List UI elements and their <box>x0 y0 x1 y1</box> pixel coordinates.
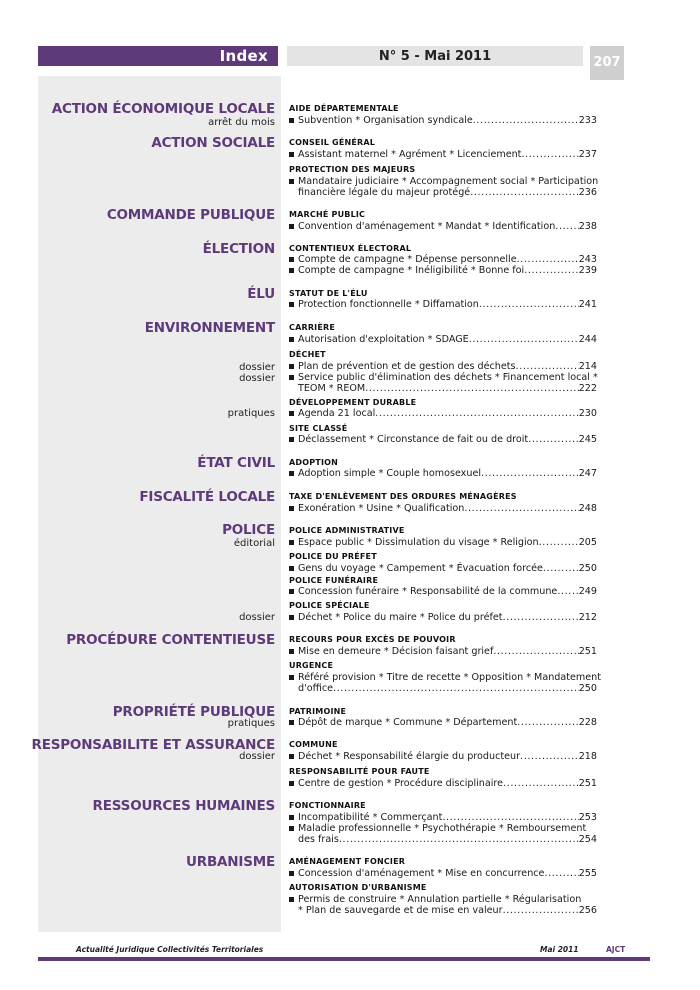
index-entry <box>289 372 597 394</box>
topic-heading: CONSEIL GÉNÉRAL <box>289 138 376 147</box>
entry-text: Mandataire judiciaire * Accompagnement social * Participation <box>298 176 599 187</box>
index-entry <box>289 586 597 597</box>
topic-heading: FONCTIONNAIRE <box>289 801 366 810</box>
dot-leader <box>333 683 579 694</box>
entry-text: d'office <box>298 683 334 694</box>
entry-text: financière légale du majeur protégé <box>298 187 471 198</box>
entry-page: 233 <box>578 115 597 126</box>
entry-text: Mise en demeure * Décision faisant grief <box>298 646 494 657</box>
entry-page: 256 <box>578 905 597 916</box>
entry-text: * Plan de sauvegarde et de mise en valeur <box>298 905 503 916</box>
entry-row <box>298 586 597 597</box>
index-entry <box>289 537 597 548</box>
entry-row <box>298 361 597 372</box>
entry-text: Espace public * Dissimulation du visage * Religion <box>298 537 539 548</box>
entry-text: Déclassement * Circonstance de fait ou de droit <box>298 434 529 445</box>
bullet-icon <box>289 337 294 342</box>
entry-row <box>298 383 597 394</box>
bullet-icon <box>289 615 294 620</box>
entry-page: 237 <box>578 149 597 160</box>
entry-row <box>298 905 597 916</box>
page-number: 207 <box>590 46 624 80</box>
topic-heading: ADOPTION <box>289 458 339 467</box>
entry-row <box>298 683 597 694</box>
index-entry <box>289 115 597 126</box>
dot-leader <box>375 408 578 419</box>
bullet-icon <box>289 268 294 273</box>
entry-text: Centre de gestion * Procédure disciplinaire <box>298 778 504 789</box>
dot-leader <box>464 503 578 514</box>
dot-leader <box>493 646 578 657</box>
entry-text: Plan de prévention et de gestion des déchets <box>298 361 516 372</box>
index-entry <box>289 778 597 789</box>
entry-row <box>298 778 597 789</box>
category-subtype: dossier <box>239 751 275 762</box>
topic-heading: MARCHÉ PUBLIC <box>289 210 366 219</box>
entry-page: 205 <box>578 537 597 548</box>
topic-heading: RECOURS POUR EXCÈS DE POUVOIR <box>289 635 456 644</box>
entry-row <box>298 299 597 310</box>
topic-heading: RESPONSABILITÉ POUR FAUTE <box>289 767 430 776</box>
entry-text: Subvention * Organisation syndicale <box>298 115 473 126</box>
entry-page: 243 <box>578 254 597 265</box>
bullet-icon <box>289 566 294 571</box>
entry-page: 236 <box>578 187 597 198</box>
entry-row <box>298 149 597 160</box>
index-entry <box>289 468 597 479</box>
entry-row <box>298 187 597 198</box>
category-heading: COMMANDE PUBLIQUE <box>106 207 275 223</box>
category-heading: URBANISME <box>186 854 275 870</box>
bullet-icon <box>289 257 294 262</box>
category-subtype: pratiques <box>227 408 275 419</box>
index-entry <box>289 672 601 694</box>
category-subtype: dossier <box>239 373 275 384</box>
index-entry <box>289 751 597 762</box>
entry-text: Compte de campagne * Inéligibilité * Bonne foi <box>298 265 525 276</box>
issue-label: N° 5 - Mai 2011 <box>287 46 583 66</box>
bullet-icon <box>289 754 294 759</box>
entry-page: 250 <box>578 683 597 694</box>
entry-text: Adoption simple * Couple homosexuel <box>298 468 482 479</box>
index-entry <box>289 361 597 372</box>
dot-leader <box>339 834 579 845</box>
dot-leader <box>557 586 578 597</box>
entry-page: 214 <box>578 361 597 372</box>
footer-abbrev: AJCT <box>606 945 626 954</box>
bullet-icon <box>289 506 294 511</box>
dot-leader <box>479 299 579 310</box>
bullet-icon <box>289 649 294 654</box>
entry-page: 244 <box>578 334 597 345</box>
topic-heading: TAXE D'ENLÈVEMENT DES ORDURES MÉNAGÈRES <box>289 492 517 501</box>
dot-leader <box>517 254 579 265</box>
entry-row <box>298 834 597 845</box>
index-entry <box>289 894 597 916</box>
bullet-icon <box>289 152 294 157</box>
entry-row <box>298 612 597 623</box>
topic-heading: AMÉNAGEMENT FONCIER <box>289 857 406 866</box>
entry-row <box>298 115 597 126</box>
entry-page: 253 <box>578 812 597 823</box>
entry-text: des frais <box>298 834 339 845</box>
entry-text: Protection fonctionnelle * Diffamation <box>298 299 479 310</box>
entry-row <box>298 868 597 879</box>
footer-date: Mai 2011 <box>540 945 579 954</box>
entry-page: 247 <box>578 468 597 479</box>
entry-page: 245 <box>578 434 597 445</box>
entry-page: 241 <box>578 299 597 310</box>
dot-leader <box>544 868 578 879</box>
entry-row <box>298 254 597 265</box>
dot-leader <box>365 383 578 394</box>
index-entry <box>289 717 597 728</box>
footer-bar <box>38 957 650 961</box>
entry-page: 238 <box>578 221 597 232</box>
entry-page: 230 <box>578 408 597 419</box>
bullet-icon <box>289 179 294 184</box>
topic-heading: AUTORISATION D'URBANISME <box>289 883 427 892</box>
category-subtype: dossier <box>239 362 275 373</box>
entry-text: Référé provision * Titre de recette * Opposition * Mandatement <box>298 672 601 683</box>
index-entry <box>289 646 597 657</box>
topic-heading: POLICE SPÉCIALE <box>289 601 370 610</box>
index-entry <box>289 612 597 623</box>
entry-text: Concession funéraire * Responsabilité de la commune <box>298 586 558 597</box>
topic-heading: POLICE ADMINISTRATIVE <box>289 526 405 535</box>
dot-leader <box>503 612 579 623</box>
dot-leader <box>473 115 579 126</box>
dot-leader <box>539 537 579 548</box>
topic-heading: SITE CLASSÉ <box>289 424 348 433</box>
entry-page: 228 <box>578 717 597 728</box>
entry-row <box>298 646 597 657</box>
bullet-icon <box>289 675 294 680</box>
category-heading: RESPONSABILITE ET ASSURANCE <box>31 737 275 753</box>
dot-leader <box>516 361 579 372</box>
entry-text: Dépôt de marque * Commune * Département <box>298 717 518 728</box>
bullet-icon <box>289 118 294 123</box>
category-heading: ÉTAT CIVIL <box>197 455 275 471</box>
entry-row <box>298 503 597 514</box>
entry-page: 212 <box>578 612 597 623</box>
dot-leader <box>543 563 579 574</box>
dot-leader <box>470 187 578 198</box>
dot-leader <box>517 717 578 728</box>
dot-leader <box>503 905 579 916</box>
entry-row <box>298 563 597 574</box>
index-entry <box>289 812 597 823</box>
topic-heading: STATUT DE L'ÉLU <box>289 289 368 298</box>
entry-text: Autorisation d'exploitation * SDAGE <box>298 334 469 345</box>
entry-text: Concession d'aménagement * Mise en concurrence <box>298 868 545 879</box>
bullet-icon <box>289 224 294 229</box>
index-entry <box>289 299 597 310</box>
dot-leader <box>524 265 578 276</box>
topic-heading: POLICE DU PRÉFET <box>289 552 377 561</box>
category-subtype: éditorial <box>233 538 275 549</box>
category-heading: ACTION ÉCONOMIQUE LOCALE <box>51 101 275 117</box>
entry-page: 218 <box>578 751 597 762</box>
category-heading: ÉLECTION <box>202 241 275 257</box>
bullet-icon <box>289 302 294 307</box>
dot-leader <box>520 751 579 762</box>
topic-heading: PATRIMOINE <box>289 707 347 716</box>
category-subtype: arrêt du mois <box>208 117 275 128</box>
entry-text: Incompatibilité * Commerçant <box>298 812 443 823</box>
bullet-icon <box>289 720 294 725</box>
entry-row <box>298 537 597 548</box>
entry-page: 254 <box>578 834 597 845</box>
entry-page: 251 <box>578 646 597 657</box>
bullet-icon <box>289 815 294 820</box>
dot-leader <box>555 221 578 232</box>
index-entry <box>289 408 597 419</box>
dot-leader <box>528 434 578 445</box>
category-subtype: pratiques <box>227 718 275 729</box>
category-heading: ÉLU <box>247 286 275 302</box>
dot-leader <box>521 149 578 160</box>
bullet-icon <box>289 897 294 902</box>
entry-page: 248 <box>578 503 597 514</box>
entry-row <box>298 812 597 823</box>
index-entry <box>289 503 597 514</box>
index-entry <box>289 176 597 198</box>
bullet-icon <box>289 364 294 369</box>
index-entry <box>289 563 597 574</box>
index-entry <box>289 823 597 845</box>
index-entry <box>289 265 597 276</box>
topic-heading: AIDE DÉPARTEMENTALE <box>289 104 399 113</box>
entry-text: Maladie professionnelle * Psychothérapie * Remboursement <box>298 823 587 834</box>
topic-heading: DÉCHET <box>289 350 326 359</box>
entry-text: Service public d'élimination des déchets * Financement local * <box>298 372 598 383</box>
entry-text: Compte de campagne * Dépense personnelle <box>298 254 517 265</box>
entry-text: Gens du voyage * Campement * Évacuation forcée <box>298 563 543 574</box>
entry-text: Déchet * Responsabilité élargie du producteur <box>298 751 521 762</box>
section-title: Index <box>219 47 268 65</box>
category-heading: POLICE <box>222 522 275 538</box>
entry-page: 239 <box>578 265 597 276</box>
bullet-icon <box>289 589 294 594</box>
entry-text: Assistant maternel * Agrément * Licenciement <box>298 149 522 160</box>
journal-name: Actualité Juridique Collectivités Territoriales <box>76 945 264 954</box>
topic-heading: CONTENTIEUX ÉLECTORAL <box>289 244 412 253</box>
entry-row <box>298 468 597 479</box>
index-entry <box>289 149 597 160</box>
entry-page: 250 <box>578 563 597 574</box>
bullet-icon <box>289 471 294 476</box>
entry-text: Exonération * Usine * Qualification <box>298 503 465 514</box>
bullet-icon <box>289 375 294 380</box>
index-entry <box>289 254 597 265</box>
dot-leader <box>442 812 578 823</box>
topic-heading: PROTECTION DES MAJEURS <box>289 165 416 174</box>
entry-row <box>298 221 597 232</box>
index-entry <box>289 221 597 232</box>
category-heading: RESSOURCES HUMAINES <box>92 798 275 814</box>
bullet-icon <box>289 540 294 545</box>
dot-leader <box>481 468 579 479</box>
topic-heading: POLICE FUNÉRAIRE <box>289 576 379 585</box>
dot-leader <box>503 778 579 789</box>
entry-row <box>298 334 597 345</box>
bullet-icon <box>289 437 294 442</box>
entry-text: Déchet * Police du maire * Police du préfet <box>298 612 503 623</box>
entry-page: 249 <box>578 586 597 597</box>
entry-page: 222 <box>578 383 597 394</box>
entry-row <box>298 434 597 445</box>
entry-text: TEOM * REOM <box>298 383 366 394</box>
bullet-icon <box>289 781 294 786</box>
entry-row <box>298 265 597 276</box>
category-heading: PROCÉDURE CONTENTIEUSE <box>66 632 275 648</box>
index-entry <box>289 434 597 445</box>
category-heading: ENVIRONNEMENT <box>144 320 275 336</box>
topic-heading: CARRIÈRE <box>289 323 336 332</box>
category-heading: ACTION SOCIALE <box>151 135 275 151</box>
entry-row <box>298 751 597 762</box>
index-entry <box>289 868 597 879</box>
category-heading: FISCALITÉ LOCALE <box>139 489 275 505</box>
bullet-icon <box>289 411 294 416</box>
index-entry <box>289 334 597 345</box>
category-subtype: dossier <box>239 612 275 623</box>
entry-row <box>298 717 597 728</box>
entry-text: Permis de construire * Annulation partielle * Régularisation <box>298 894 582 905</box>
topic-heading: URGENCE <box>289 661 334 670</box>
category-heading: PROPRIÉTÉ PUBLIQUE <box>112 704 275 720</box>
entry-row <box>298 408 597 419</box>
entry-text: Agenda 21 local <box>298 408 376 419</box>
topic-heading: DÉVELOPPEMENT DURABLE <box>289 398 417 407</box>
dot-leader <box>469 334 579 345</box>
bullet-icon <box>289 826 294 831</box>
bullet-icon <box>289 871 294 876</box>
entry-page: 255 <box>578 868 597 879</box>
entry-page: 251 <box>578 778 597 789</box>
entry-text: Convention d'aménagement * Mandat * Identification <box>298 221 556 232</box>
topic-heading: COMMUNE <box>289 740 338 749</box>
